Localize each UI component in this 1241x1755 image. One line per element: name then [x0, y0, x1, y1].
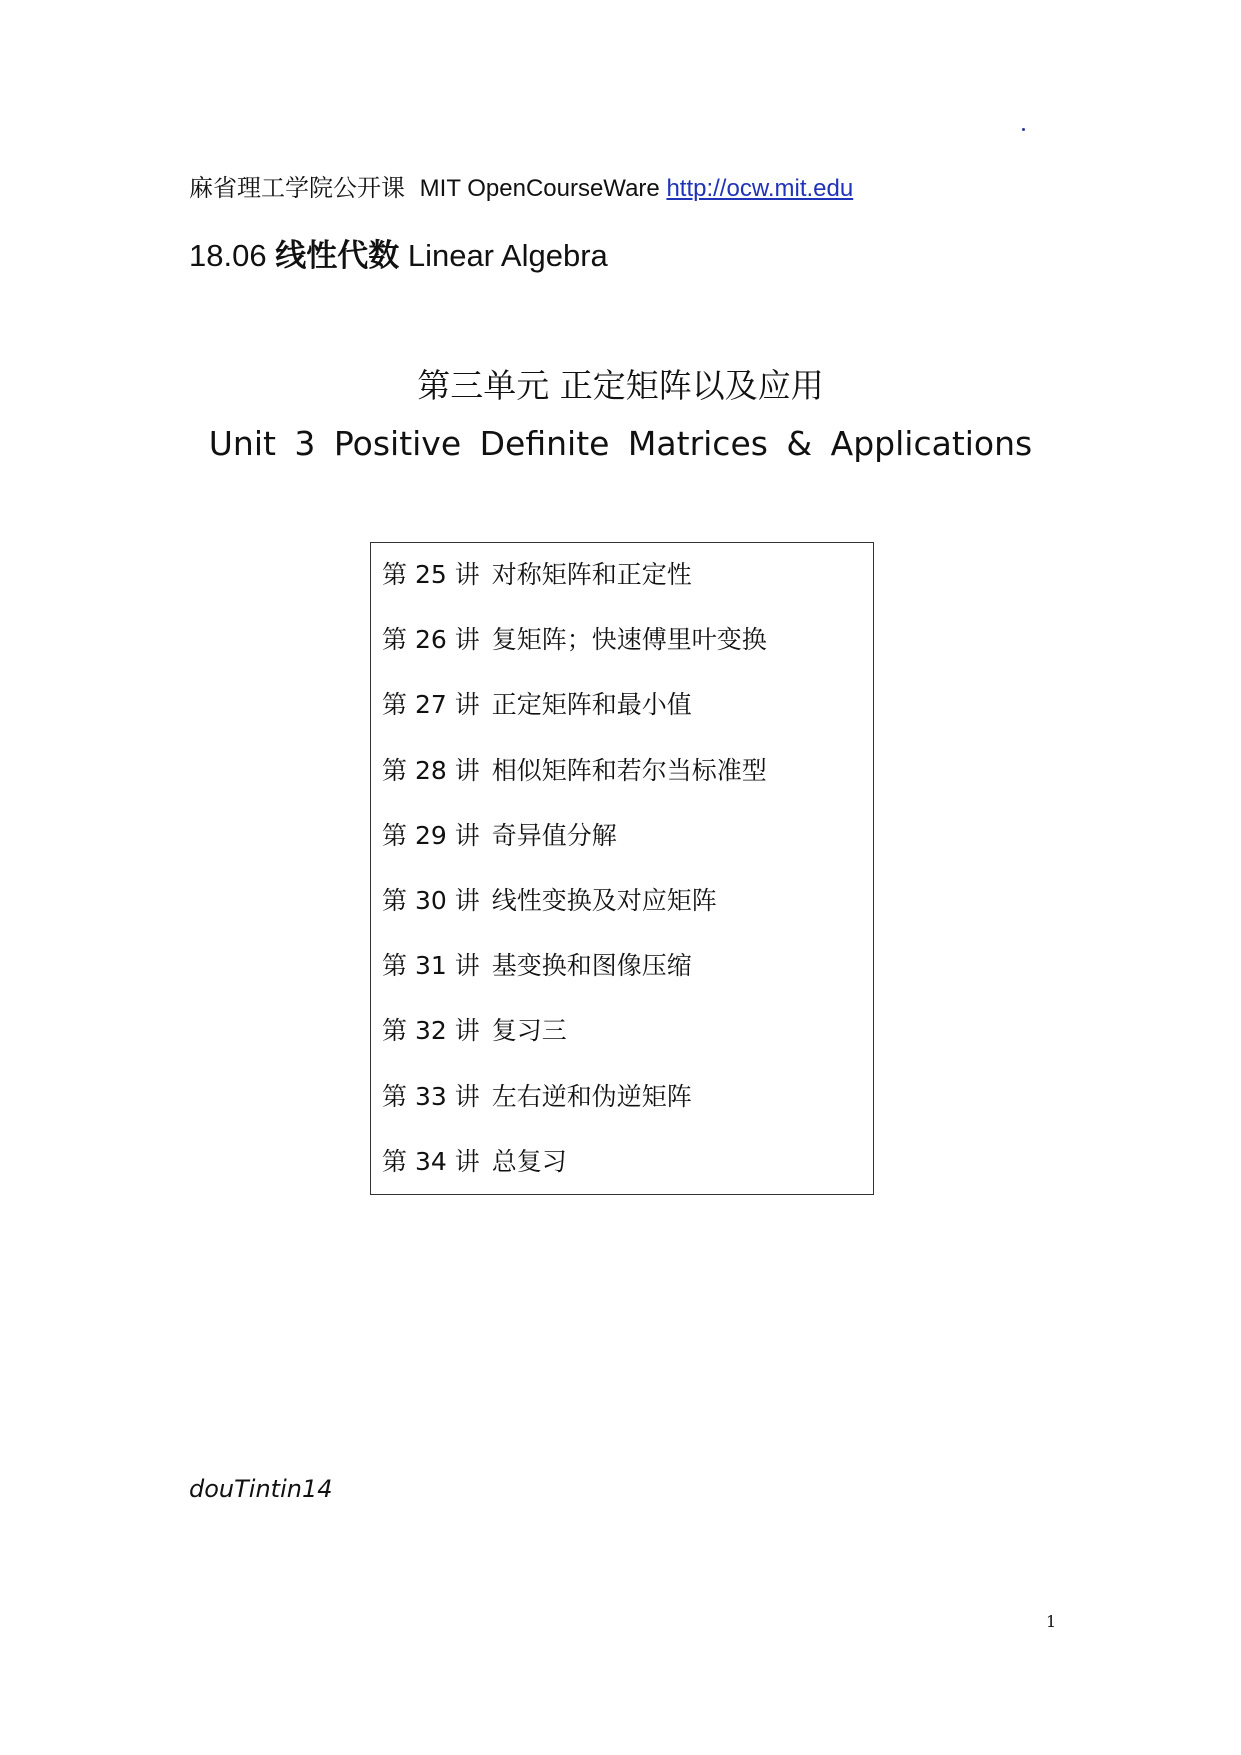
lecture-title: 正定矩阵和最小值	[491, 690, 692, 720]
lecture-number: 第 34 讲	[382, 1146, 480, 1176]
lecture-number: 第 25 讲	[382, 560, 480, 589]
lecture-number: 第 27 讲	[382, 690, 480, 720]
lecture-item	[382, 1145, 873, 1210]
lecture-number: 第 33 讲	[382, 1081, 480, 1111]
lecture-item	[382, 688, 873, 753]
lecture-title: 对称矩阵和正定性	[491, 560, 692, 589]
lecture-title: 基变换和图像压缩	[491, 951, 692, 981]
lecture-item	[382, 884, 873, 949]
course-name-en: Linear Algebra	[407, 238, 608, 273]
lecture-title: 相似矩阵和若尔当标准型	[491, 755, 767, 785]
lecture-item	[382, 949, 873, 1014]
lecture-item	[382, 819, 873, 884]
lecture-number: 第 28 讲	[382, 755, 480, 785]
lecture-item	[382, 754, 873, 819]
lecture-list-box	[370, 542, 874, 1195]
lecture-title: 总复习	[491, 1146, 567, 1176]
course-number: 18.06	[189, 238, 267, 273]
author-signature: douTintin14	[189, 1475, 333, 1503]
lecture-title: 左右逆和伪逆矩阵	[491, 1081, 692, 1111]
unit-title-cn: 第三单元 正定矩阵以及应用	[417, 366, 824, 405]
course-name-cn: 线性代数	[275, 238, 400, 273]
lecture-item	[382, 558, 873, 623]
lecture-number: 第 32 讲	[382, 1016, 480, 1046]
header-line	[189, 168, 853, 203]
lecture-title: 线性变换及对应矩阵	[491, 885, 717, 915]
lecture-list	[371, 543, 873, 1210]
course-title	[189, 230, 608, 275]
lecture-item	[382, 1080, 873, 1145]
lecture-item	[382, 1014, 873, 1079]
lecture-title: 复矩阵；快速傅里叶变换	[491, 625, 767, 655]
corner-dot	[1022, 128, 1025, 131]
institution-en: MIT OpenCourseWare	[419, 175, 660, 202]
lecture-number: 第 31 讲	[382, 951, 480, 981]
lecture-title: 奇异值分解	[491, 820, 617, 850]
lecture-item	[382, 623, 873, 688]
unit-title-en: Unit 3 Positive Definite Matrices & Applications	[208, 424, 1033, 463]
page-number: 1	[1046, 1612, 1057, 1631]
institution-cn: 麻省理工学院公开课	[189, 175, 405, 202]
lecture-number: 第 29 讲	[382, 820, 480, 850]
lecture-title: 复习三	[491, 1016, 567, 1046]
lecture-number: 第 30 讲	[382, 885, 480, 915]
ocw-link[interactable]: http://ocw.mit.edu	[666, 175, 854, 202]
lecture-number: 第 26 讲	[382, 625, 480, 655]
